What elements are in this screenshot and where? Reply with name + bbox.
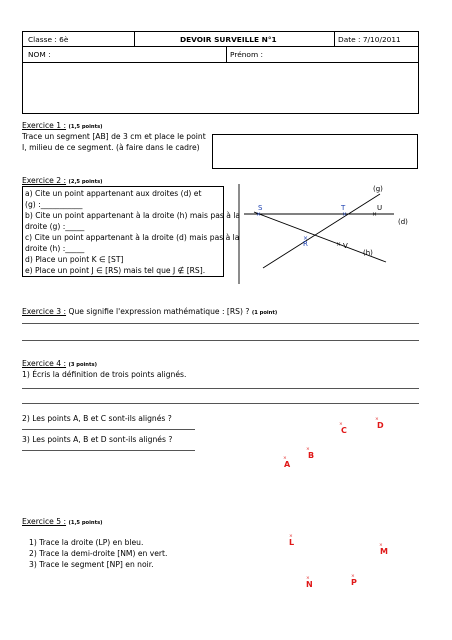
ex4-points: (3 points) bbox=[68, 362, 97, 368]
ex2-figure bbox=[228, 180, 424, 284]
ex2-line-7: d) Place un point K ∈ [ST] bbox=[25, 255, 124, 264]
svg-text:×: × bbox=[342, 210, 348, 218]
ex5-title bbox=[22, 516, 103, 530]
point-D-marker: × bbox=[375, 417, 379, 422]
ex1-line-2: I, milieu de ce segment. (à faire dans le cadre) bbox=[22, 143, 200, 152]
point-C-label: C bbox=[341, 426, 347, 435]
ex2-line-4: droite (g) :_____ bbox=[25, 222, 85, 231]
ex3-question: Que signifie l'expression mathématique : [RS) ? bbox=[68, 307, 250, 316]
ex1-drawing-frame[interactable] bbox=[212, 134, 418, 169]
ex4-answer-line-3[interactable] bbox=[22, 429, 195, 430]
ex4-answer-line-1[interactable] bbox=[22, 388, 419, 389]
ex5-q2: 2) Trace la demi-droite [NM) en vert. bbox=[29, 549, 168, 558]
point-L-marker: × bbox=[289, 534, 293, 539]
point-B-label: B bbox=[308, 451, 315, 460]
point-A-label: A bbox=[284, 460, 291, 469]
figure-label-g: (g) bbox=[373, 185, 383, 193]
svg-text:×: × bbox=[336, 241, 342, 248]
point-M-marker: × bbox=[379, 543, 383, 548]
header-nom: NOM : bbox=[28, 50, 51, 59]
svg-text:×: × bbox=[303, 235, 309, 242]
figure-label-S: S bbox=[258, 204, 263, 212]
ex3-label: Exercice 3 : bbox=[22, 307, 67, 316]
ex5-label: Exercice 5 : bbox=[22, 517, 67, 526]
header-date: Date : 7/10/2011 bbox=[338, 35, 401, 44]
header-prenom: Prénom : bbox=[230, 50, 263, 59]
svg-text:×: × bbox=[256, 210, 262, 218]
figure-label-U: U bbox=[377, 204, 383, 212]
ex4-answer-line-4[interactable] bbox=[22, 450, 195, 451]
ex3-points: (1 point) bbox=[251, 310, 278, 316]
ex2-line-2: (g) :___________ bbox=[25, 200, 83, 209]
point-B-marker: × bbox=[306, 447, 310, 452]
ex3-answer-line-2[interactable] bbox=[22, 340, 419, 341]
ex4-answer-line-2[interactable] bbox=[22, 403, 419, 404]
ex4-q1: 1) Écris la définition de trois points alignés. bbox=[22, 370, 187, 379]
point-N-label: N bbox=[306, 580, 313, 589]
point-P-label: P bbox=[351, 578, 357, 587]
figure-label-d: (d) bbox=[398, 218, 408, 226]
ex1-points: (1,5 points) bbox=[68, 124, 103, 130]
ex2-points: (2,5 points) bbox=[68, 179, 103, 185]
point-D-label: D bbox=[377, 421, 384, 430]
ex2-line-1: a) Cite un point appartenant aux droites (d) et bbox=[25, 189, 202, 198]
svg-text:×: × bbox=[372, 210, 378, 218]
ex5-q3: 3) Trace le segment [NP] en noir. bbox=[29, 560, 154, 569]
figure-label-T: T bbox=[341, 204, 346, 212]
ex4-q3: 3) Les points A, B et D sont-ils alignés ? bbox=[22, 435, 173, 444]
ex2-line-3: b) Cite un point appartenant à la droite (h) mais pas à la bbox=[25, 211, 241, 220]
point-L-label: L bbox=[289, 538, 295, 547]
point-C-marker: × bbox=[339, 422, 343, 427]
ex4-q2: 2) Les points A, B et C sont-ils alignés ? bbox=[22, 414, 172, 423]
point-N-marker: × bbox=[306, 576, 310, 581]
figure-label-h: (h) bbox=[363, 249, 373, 257]
header-table bbox=[22, 31, 419, 114]
point-M-label: M bbox=[380, 547, 388, 556]
point-A-marker: × bbox=[283, 456, 287, 461]
figure-label-V: V bbox=[343, 242, 348, 250]
figure-label-R: R bbox=[303, 240, 308, 248]
header-title: DEVOIR SURVEILLE N°1 bbox=[180, 35, 277, 44]
header-classe: Classe : 6è bbox=[28, 35, 69, 44]
ex2-line-5: c) Cite un point appartenant à la droite (d) mais pas à la bbox=[25, 233, 240, 242]
ex3-title bbox=[22, 306, 277, 320]
ex2-question-box bbox=[22, 186, 241, 277]
ex1-line-1: Trace un segment [AB] de 3 cm et place le point bbox=[22, 132, 206, 141]
ex4-label: Exercice 4 : bbox=[22, 359, 67, 368]
ex2-label: Exercice 2 : bbox=[22, 176, 67, 185]
ex1-label: Exercice 1 : bbox=[22, 121, 67, 130]
ex2-line-8: e) Place un point J ∈ [RS) mais tel que J ∉ [RS]. bbox=[25, 266, 206, 275]
ex2-line-6: droite (h) :_____ bbox=[25, 244, 85, 253]
ex5-points: (1,5 points) bbox=[68, 520, 103, 526]
ex3-answer-line-1[interactable] bbox=[22, 323, 419, 324]
point-P-marker: × bbox=[351, 574, 355, 579]
ex5-q1: 1) Trace la droite (LP) en bleu. bbox=[29, 538, 144, 547]
